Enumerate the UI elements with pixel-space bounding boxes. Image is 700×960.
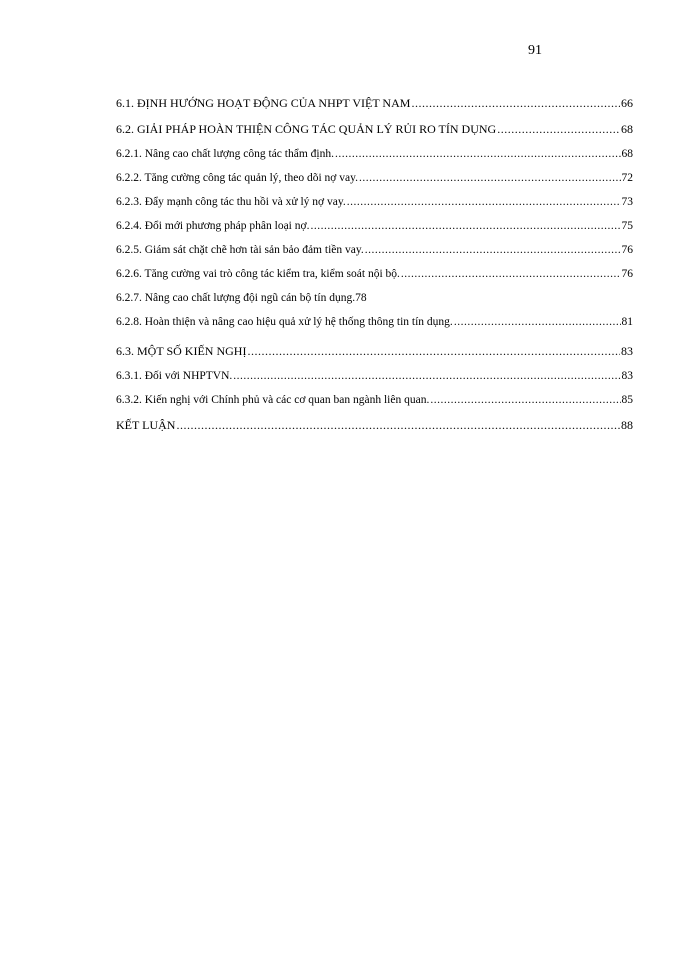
toc-entry-title: 6.2.6. Tăng cường vai trò công tác kiểm tra, kiểm soát nội bộ. bbox=[116, 268, 400, 280]
toc-entry-6-3[interactable] bbox=[116, 344, 633, 370]
toc-dot-leader bbox=[310, 220, 620, 232]
toc-entry-title: 6.2.1. Nâng cao chất lượng công tác thẩm định. bbox=[116, 148, 334, 160]
toc-entry-title: 6.2. GIẢI PHÁP HOÀN THIỆN CÔNG TÁC QUẢN LÝ RỦI RO TÍN DỤNG bbox=[116, 122, 497, 136]
page-number: 91 bbox=[528, 43, 542, 58]
toc-dot-leader bbox=[347, 196, 621, 208]
toc-entry-6-2[interactable] bbox=[116, 122, 633, 148]
toc-entry-title: 6.2.8. Hoàn thiện và nâng cao hiệu quả xử lý hệ thống thông tin tín dụng. bbox=[116, 316, 453, 328]
toc-entry-6-2-7[interactable] bbox=[116, 292, 633, 316]
toc-entry-page: 81 bbox=[621, 316, 633, 328]
toc-entry-6-3-1[interactable] bbox=[116, 370, 633, 394]
toc-entry-page: 85 bbox=[621, 394, 633, 406]
toc-entry-ket-luan[interactable] bbox=[116, 418, 633, 444]
toc-entry-6-2-3[interactable] bbox=[116, 196, 633, 220]
toc-entry-title: 6.3.2. Kiến nghị với Chính phủ và các cơ quan ban ngành liên quan. bbox=[116, 394, 430, 406]
toc-entry-page: 72 bbox=[621, 172, 633, 184]
toc-entry-page: 83 bbox=[621, 370, 633, 382]
toc-dot-leader bbox=[335, 148, 621, 160]
toc-entry-title: 6.2.2. Tăng cường công tác quản lý, theo dõi nợ vay. bbox=[116, 172, 358, 184]
toc-entry-6-1[interactable] bbox=[116, 96, 633, 122]
toc-entry-page: 83 bbox=[621, 344, 633, 358]
toc-entry-title: 6.3. MỘT SỐ KIẾN NGHỊ bbox=[116, 344, 247, 358]
toc-entry-title: 6.2.7. Nâng cao chất lượng đội ngũ cán bộ tín dụng. bbox=[116, 292, 356, 304]
toc-entry-page: 78 bbox=[355, 292, 367, 304]
toc-dot-leader bbox=[365, 244, 621, 256]
toc-dot-leader bbox=[176, 418, 620, 433]
toc-entry-6-2-2[interactable] bbox=[116, 172, 633, 196]
table-of-contents bbox=[116, 96, 633, 444]
toc-entry-title: 6.2.4. Đổi mới phương pháp phân loại nợ. bbox=[116, 220, 310, 232]
toc-entry-page: 66 bbox=[621, 96, 633, 110]
toc-entry-6-2-4[interactable] bbox=[116, 220, 633, 244]
toc-entry-title: 6.2.3. Đẩy mạnh công tác thu hồi và xử lý nợ vay. bbox=[116, 196, 346, 208]
toc-entry-page: 68 bbox=[621, 148, 633, 160]
toc-dot-leader bbox=[247, 344, 620, 359]
toc-entry-page: 68 bbox=[621, 122, 633, 136]
toc-dot-leader bbox=[430, 394, 620, 406]
toc-entry-page: 88 bbox=[621, 418, 633, 432]
toc-entry-page: 73 bbox=[621, 196, 633, 208]
toc-entry-title: 6.1. ĐỊNH HƯỚNG HOẠT ĐỘNG CỦA NHPT VIỆT NAM bbox=[116, 96, 411, 110]
toc-dot-leader bbox=[233, 370, 620, 382]
toc-entry-page: 75 bbox=[621, 220, 633, 232]
toc-dot-leader bbox=[359, 172, 621, 184]
toc-dot-leader bbox=[497, 122, 620, 137]
toc-entry-6-3-2[interactable] bbox=[116, 394, 633, 418]
toc-entry-page: 76 bbox=[621, 268, 633, 280]
toc-dot-leader bbox=[454, 316, 621, 328]
toc-entry-6-2-1[interactable] bbox=[116, 148, 633, 172]
toc-entry-title: 6.3.1. Đối với NHPTVN. bbox=[116, 370, 233, 382]
toc-entry-title: KẾT LUẬN bbox=[116, 418, 176, 432]
toc-entry-6-2-6[interactable] bbox=[116, 268, 633, 292]
toc-entry-title: 6.2.5. Giám sát chặt chẽ hơn tài sản bảo đảm tiền vay. bbox=[116, 244, 364, 256]
toc-entry-page: 76 bbox=[621, 244, 633, 256]
toc-dot-leader bbox=[401, 268, 621, 280]
toc-entry-6-2-5[interactable] bbox=[116, 244, 633, 268]
toc-entry-6-2-8[interactable] bbox=[116, 316, 633, 340]
toc-dot-leader bbox=[411, 96, 620, 111]
